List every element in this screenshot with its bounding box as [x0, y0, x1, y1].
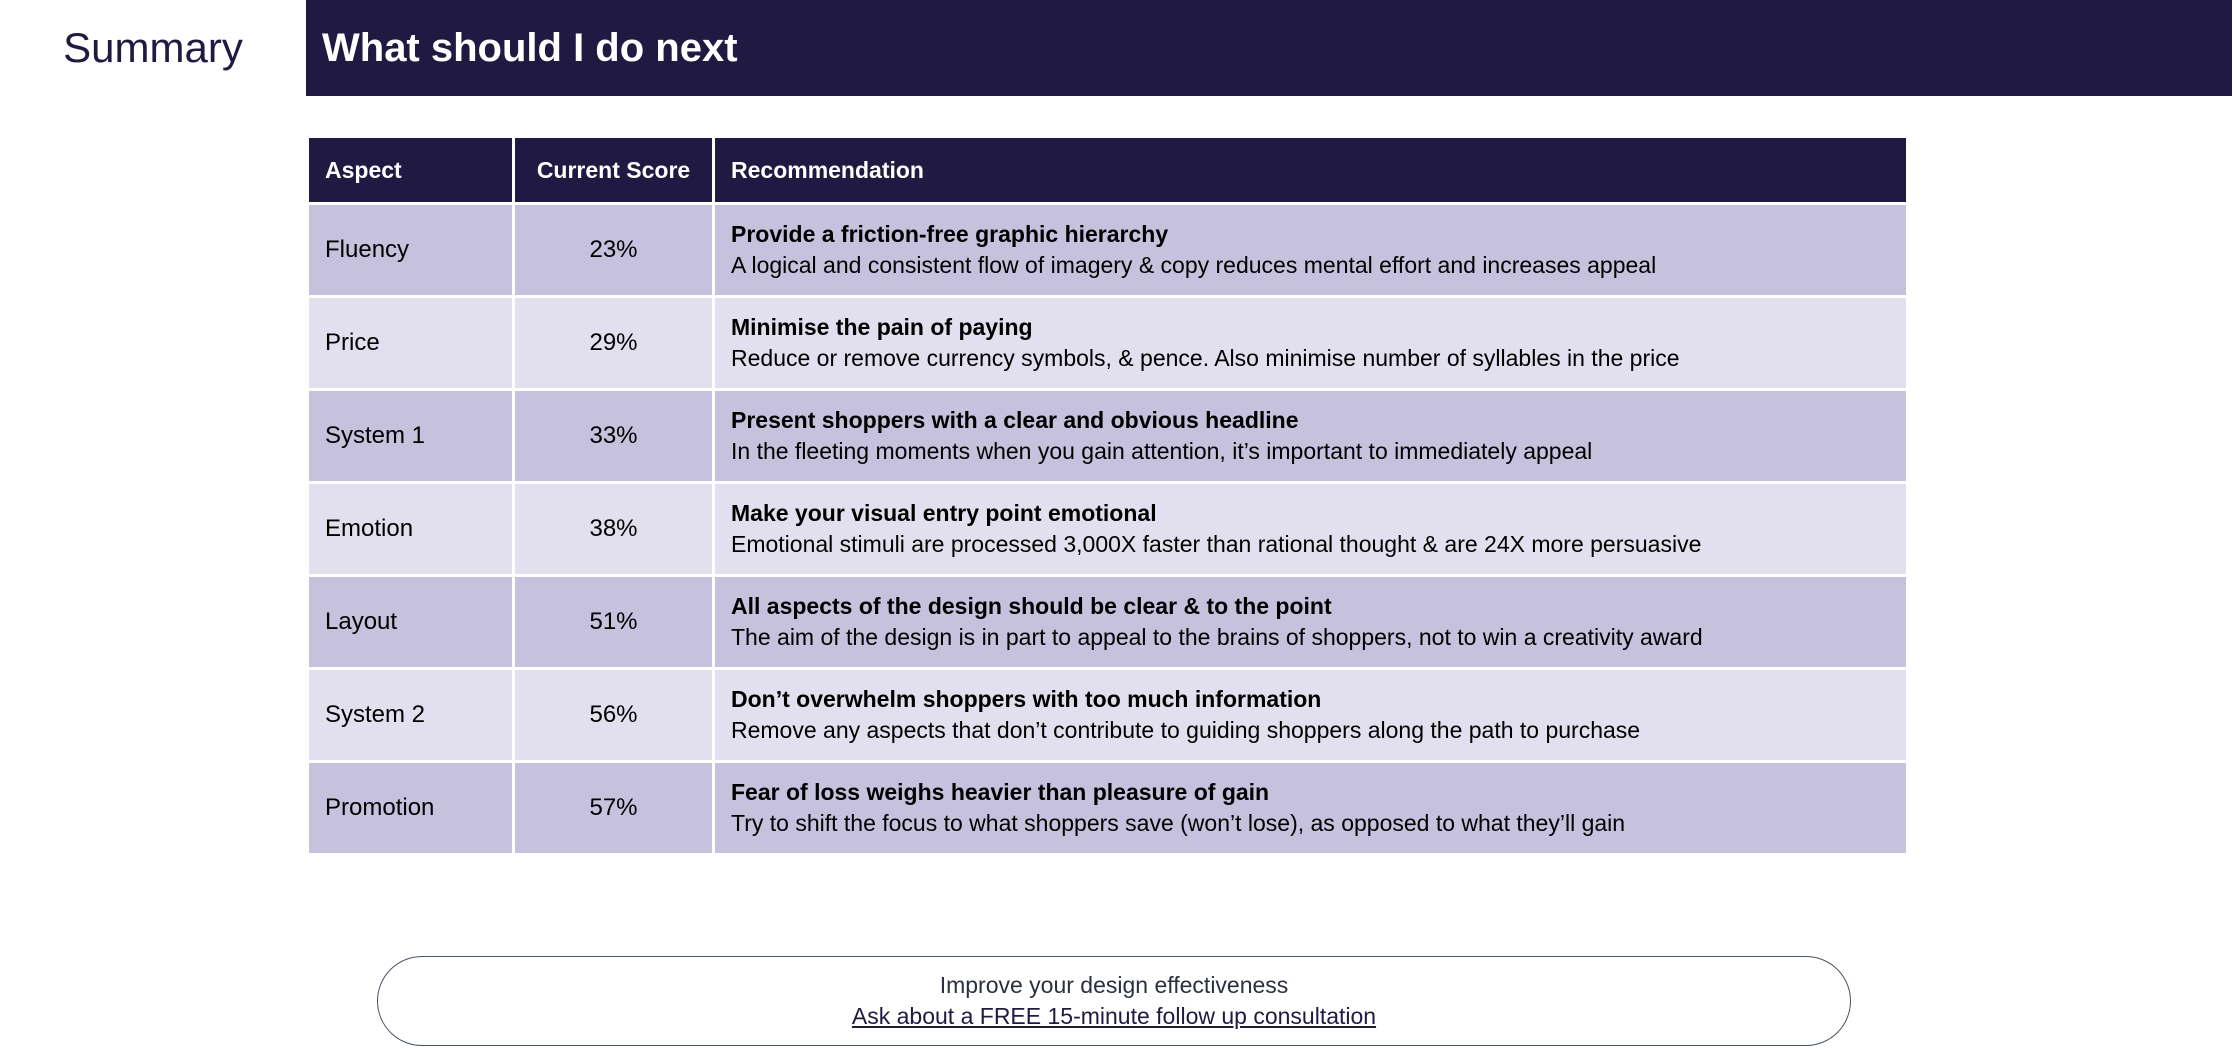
recommendation-body: Emotional stimuli are processed 3,000X faster than rational thought & are 24X more persuasive	[731, 531, 1702, 557]
recommendation-title: Don’t overwhelm shoppers with too much information	[731, 686, 1322, 712]
recommendation-body: Reduce or remove currency symbols, & pence. Also minimise number of syllables in the price	[731, 345, 1680, 371]
recommendation-body: In the fleeting moments when you gain attention, it’s important to immediately appeal	[731, 438, 1593, 464]
score-cell: 56%	[514, 669, 714, 762]
table-row	[308, 576, 1908, 669]
score-cell: 23%	[514, 204, 714, 297]
consultation-cta-box	[377, 956, 1851, 1046]
aspect-cell: Promotion	[308, 762, 514, 855]
recommendation-title: Provide a friction-free graphic hierarchy	[731, 221, 1169, 247]
column-header-aspect: Aspect	[308, 137, 514, 204]
table-row	[308, 297, 1908, 390]
cta-text: Improve your design effectiveness	[939, 972, 1289, 998]
table-row	[308, 390, 1908, 483]
aspect-cell: Price	[308, 297, 514, 390]
recommendation-cell	[714, 204, 1908, 297]
score-cell: 57%	[514, 762, 714, 855]
recommendation-cell	[714, 297, 1908, 390]
header-bar	[306, 0, 2232, 96]
recommendation-body: A logical and consistent flow of imagery & copy reduces mental effort and increases appeal	[731, 252, 1657, 278]
score-cell: 33%	[514, 390, 714, 483]
table-row	[308, 204, 1908, 297]
section-label: Summary	[63, 24, 243, 71]
recommendation-cell	[714, 390, 1908, 483]
recommendation-cell	[714, 762, 1908, 855]
recommendation-body: Remove any aspects that don’t contribute to guiding shoppers along the path to purchase	[731, 717, 1641, 743]
recommendation-body: The aim of the design is in part to appeal to the brains of shoppers, not to win a creativity award	[731, 624, 1703, 650]
recommendation-body: Try to shift the focus to what shoppers save (won’t lose), as opposed to what they’ll gain	[731, 810, 1626, 836]
score-cell: 38%	[514, 483, 714, 576]
table-row	[308, 762, 1908, 855]
aspect-cell: System 2	[308, 669, 514, 762]
table-row	[308, 669, 1908, 762]
recommendation-title: Make your visual entry point emotional	[731, 500, 1157, 526]
consultation-link[interactable]: Ask about a FREE 15-minute follow up consultation	[851, 1003, 1377, 1029]
page-title: What should I do next	[322, 25, 738, 70]
aspect-cell: System 1	[308, 390, 514, 483]
recommendation-title: All aspects of the design should be clear & to the point	[731, 593, 1332, 619]
table-header-row	[308, 137, 1908, 204]
aspect-cell: Emotion	[308, 483, 514, 576]
recommendation-cell	[714, 483, 1908, 576]
score-cell: 51%	[514, 576, 714, 669]
aspect-cell: Fluency	[308, 204, 514, 297]
recommendation-title: Fear of loss weighs heavier than pleasure of gain	[731, 779, 1270, 805]
recommendations-table	[306, 135, 1909, 856]
recommendation-title: Minimise the pain of paying	[731, 314, 1033, 340]
table-row	[308, 483, 1908, 576]
column-header-current-score: Current Score	[514, 137, 714, 204]
recommendation-cell	[714, 576, 1908, 669]
aspect-cell: Layout	[308, 576, 514, 669]
score-cell: 29%	[514, 297, 714, 390]
recommendation-title: Present shoppers with a clear and obvious headline	[731, 407, 1299, 433]
recommendation-cell	[714, 669, 1908, 762]
column-header-recommendation: Recommendation	[714, 137, 1908, 204]
